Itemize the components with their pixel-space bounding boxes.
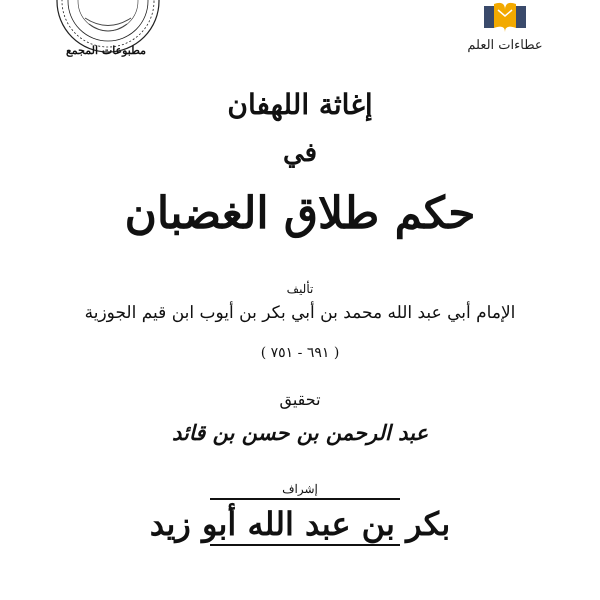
book-title-line3: حكم طلاق الغضبان [124,188,476,239]
tahqiq-label: تحقيق [279,390,321,409]
publisher-logo [460,0,550,62]
publisher-name: عطاءات العلم [467,38,543,53]
book-title-line1: إغاثة اللهفان [227,88,373,121]
seal-caption: مطبوعات المجمع [65,44,147,57]
author-name: الإمام أبي عبد الله محمد بن أبي بكر بن أيوب ابن قيم الجوزية [84,303,516,323]
author-dates: ( ٦٩١ - ٧٥١ ) [260,345,340,361]
author-label: تأليف [286,282,314,296]
book-title-line2: في [282,138,318,168]
ishraf-label: إشراف [282,482,318,496]
open-book-icon [484,0,526,34]
tahqiq-name: عبد الرحمن بن حسن بن قائد [171,420,429,445]
ishraf-name: بكر بن عبد الله أبو زيد [149,505,451,543]
